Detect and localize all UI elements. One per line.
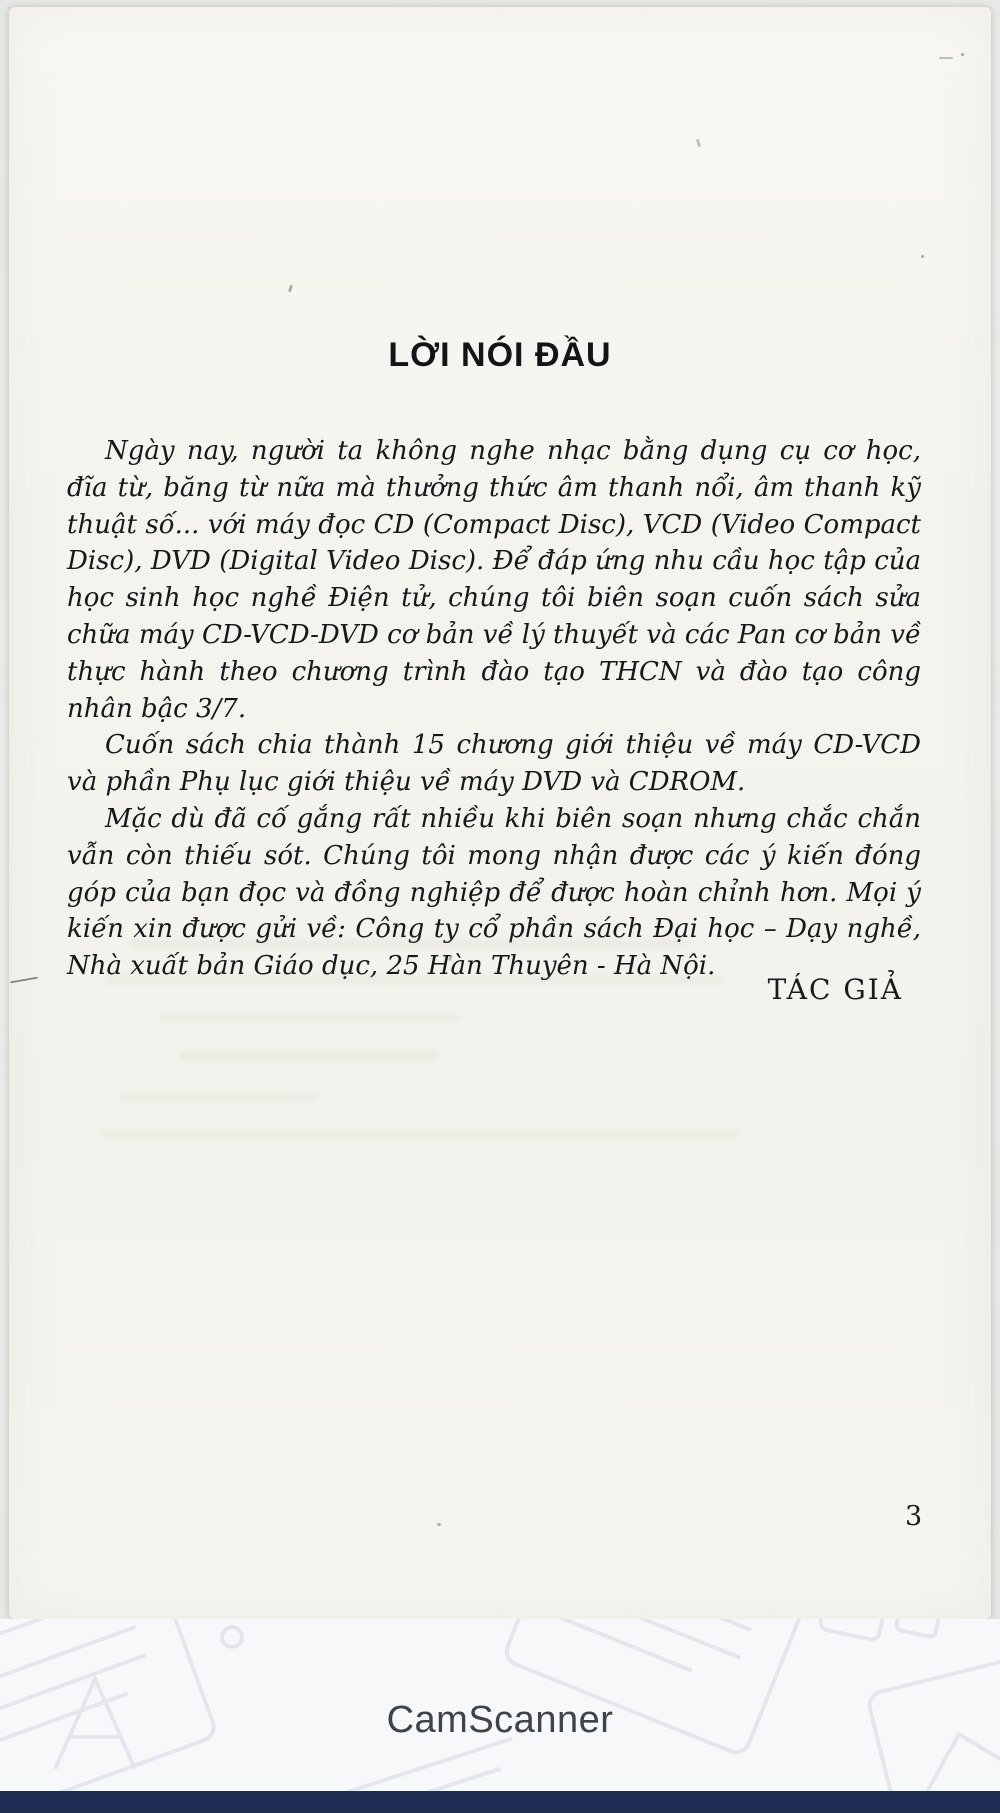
page-number: 3 bbox=[905, 1501, 923, 1532]
scan-speck bbox=[437, 1523, 441, 1526]
scan-speck bbox=[696, 139, 702, 148]
camscanner-footer bbox=[0, 1619, 1000, 1791]
paragraph: Ngày nay, người ta không nghe nhạc bằng dụng cụ cơ học, đĩa từ, băng từ nữa mà thưởng thức âm thanh nổi, âm thanh kỹ thuật số... với máy đọc CD (Compact Disc), VCD (Video Compact Disc), DVD (Digital Video Disc). Để đáp ứng nhu cầu học tập của học sinh học nghề Điện tử, chúng tôi biên soạn cuốn sách sửa chữa máy CD-VCD-DVD cơ bản về lý thuyết và các Pan cơ bản về thực hành theo chương trình đào tạo THCN và đào tạo công nhân bậc 3/7. bbox=[67, 436, 921, 724]
scan-speck bbox=[939, 57, 953, 59]
scanned-page bbox=[9, 7, 991, 1619]
paragraph: Mặc dù đã cố gắng rất nhiều khi biên soạn nhưng chắc chắn vẫn còn thiếu sót. Chúng tôi mong nhận được các ý kiến đóng góp của bạn đọc và đồng nghiệp để được hoàn chỉnh hơn. Mọi ý kiến xin được gửi về: Công ty cổ phần sách Đại học – Dạy nghề, Nhà xuất bản Giáo dục, 25 Hàn Thuyên - Hà Nội. bbox=[67, 803, 921, 982]
bottom-bar bbox=[0, 1791, 1000, 1813]
ink-bleed-ghost bbox=[104, 975, 724, 984]
scan-speck bbox=[961, 53, 964, 56]
ink-bleed-ghost bbox=[99, 1129, 739, 1138]
scan-speck bbox=[288, 285, 293, 293]
ink-bleed-ghost bbox=[119, 1093, 319, 1102]
handwritten-dash bbox=[10, 977, 38, 984]
foreword-text bbox=[67, 433, 921, 985]
page-title: LỜI NÓI ĐẦU bbox=[388, 335, 612, 374]
scan-speck bbox=[921, 255, 924, 258]
author-signature: TÁC GIẢ bbox=[767, 973, 903, 1006]
camscanner-wordmark: CamScanner bbox=[386, 1699, 614, 1741]
ink-bleed-ghost bbox=[179, 1051, 439, 1060]
ink-bleed-ghost bbox=[129, 939, 689, 948]
paragraph: Cuốn sách chia thành 15 chương giới thiệu về máy CD-VCD và phần Phụ lục giới thiệu về máy DVD và CDROM. bbox=[67, 730, 921, 798]
ink-bleed-ghost bbox=[159, 1013, 459, 1022]
